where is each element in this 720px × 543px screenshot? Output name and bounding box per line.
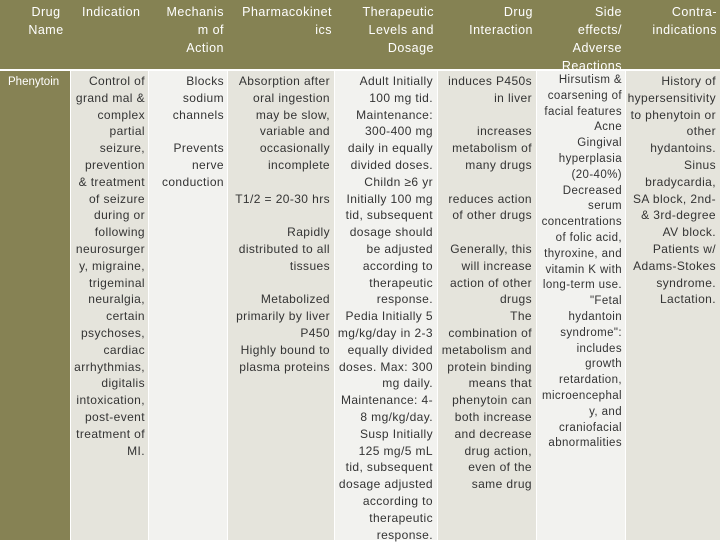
header-drug-name: Drug Name <box>28 5 64 37</box>
header-side-effects: Side effects/ Adverse Reactions <box>561 5 622 73</box>
cell-contraindications: History of hypersensitivity to phenytoin or other hydantoins. Sinus bradycardia, SA block, 2nd- & 3rd-degree AV block. Patients w/ Adams-Stokes syndrome. Lactation. <box>627 74 716 307</box>
header-mechanism: Mechanis m of Action <box>166 5 224 55</box>
cell-indication: Control of grand mal & complex partial seizure, prevention & treatment of seizure during or following neurosurger y, migraine, trigeminal neuralgia, certain psychoses, cardiac arrhythmias, digitalis intoxication, post-event treatment of MI. <box>74 74 145 458</box>
cell-mechanism: Blocks sodium channels Prevents nerve conduction <box>161 74 224 189</box>
cell-therapeutic: Adult Initially 100 mg tid. Maintenance: 300-400 mg daily in equally divided doses. Childn ≥6 yr Initially 100 mg tid, subsequent dosage should be adjusted according to therapeutic response. Pedia Initially 5 mg/kg/day in 2-3 equally divided doses. Max: 300 mg daily. Maintenance: 4- 8 mg/kg/day. Susp Initially 125 mg/5 mL tid, subsequent dosage adjusted according to therapeutic response. <box>337 74 433 542</box>
cell-interaction: induces P450s in liver increases metabolism of many drugs reduces action of other drugs Generally, this will increase action of other drugs The combination of metabolism and protein binding means that phenytoin can both increase and decrease drug action, even of the same drug <box>441 74 532 492</box>
header-therapeutic: Therapeutic Levels and Dosage <box>362 5 434 55</box>
header-pharmacokinetics: Pharmacokinet ics <box>242 5 332 37</box>
cell-side-effects: Hirsutism & coarsening of facial features Acne Gingival hyperplasia (20-40%) Decreased serum concentrations of folic acid, thyroxine, and vitamin K with long-term use. "Fetal hydantoin syndrome": includes growth retardation, microencephal y, and craniofacial abnormalities <box>541 74 622 450</box>
cell-drug-name: Phenytoin <box>8 76 60 88</box>
header-contraindications: Contra- indications <box>652 5 717 37</box>
cell-pharmacokinetics: Absorption after oral ingestion may be slow, variable and occasionally incomplete T1/2 = 20-30 hrs Rapidly distributed to all tissues Metabolized primarily by liver P450 Highly bound to plasma proteins <box>235 74 330 374</box>
header-indication: Indication <box>82 5 141 19</box>
header-interaction: Drug Interaction <box>469 5 533 37</box>
